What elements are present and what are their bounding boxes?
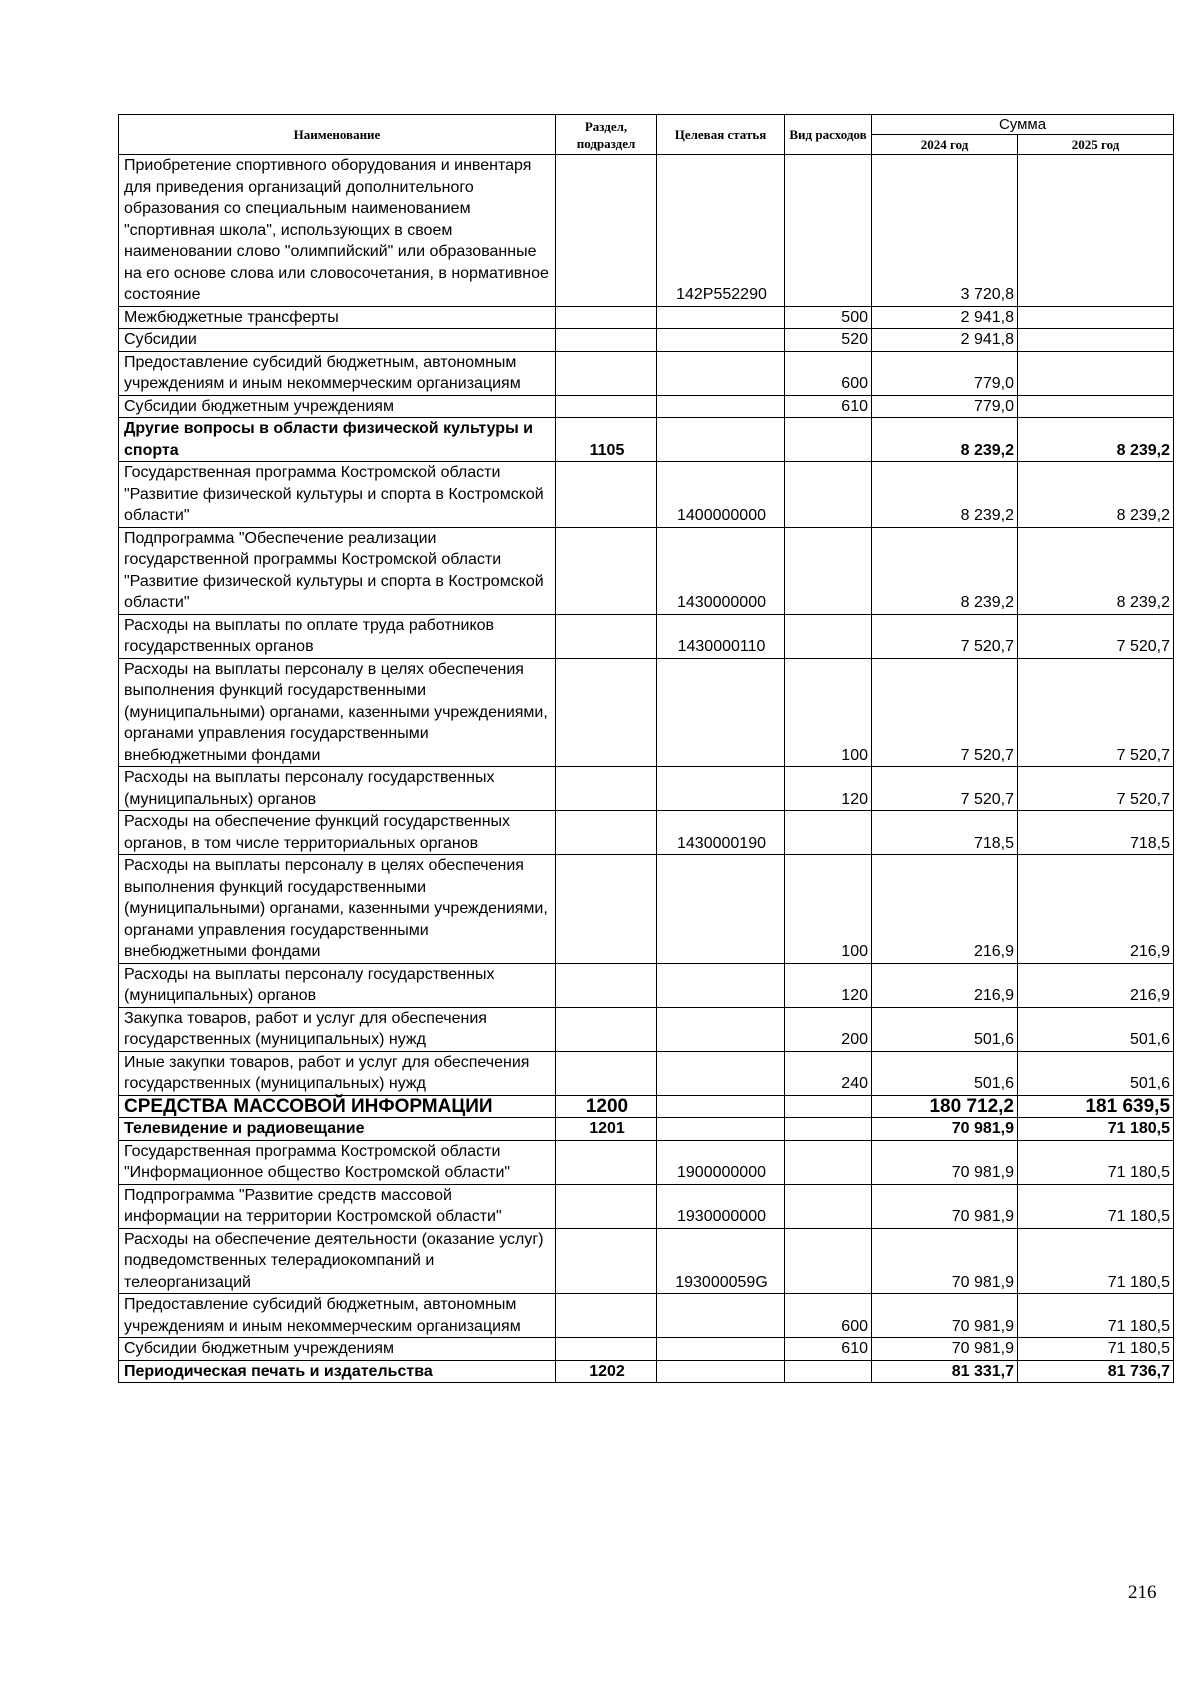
table-row	[119, 395, 1174, 418]
row-sum-2024: 8 239,2	[872, 527, 1018, 614]
row-name: Предоставление субсидий бюджетным, автономным учреждениям и иным некоммерческим организациям	[119, 1294, 556, 1338]
row-name: Субсидии бюджетным учреждениям	[119, 395, 556, 418]
row-section	[556, 811, 657, 855]
row-sum-2025: 216,9	[1018, 855, 1174, 964]
row-name: Межбюджетные трансферты	[119, 306, 556, 329]
row-section: 1200	[556, 1095, 657, 1118]
row-target: 142P552290	[657, 155, 785, 307]
row-sum-2024: 70 981,9	[872, 1118, 1018, 1141]
row-target	[657, 395, 785, 418]
row-sum-2024: 70 981,9	[872, 1140, 1018, 1184]
row-name: Расходы на выплаты персоналу государственных (муниципальных) органов	[119, 963, 556, 1007]
row-sum-2024: 180 712,2	[872, 1095, 1018, 1118]
row-sum-2024: 70 981,9	[872, 1228, 1018, 1294]
row-kind	[785, 1228, 872, 1294]
row-target	[657, 1051, 785, 1095]
budget-table	[118, 114, 1174, 1383]
row-kind: 120	[785, 767, 872, 811]
row-name: Расходы на выплаты персоналу в целях обеспечения выполнения функций государственными (муниципальными) органами, казенными учреждениями, органами управления государственными внебюджетными фондами	[119, 855, 556, 964]
row-kind	[785, 418, 872, 462]
row-section	[556, 963, 657, 1007]
row-sum-2025: 71 180,5	[1018, 1294, 1174, 1338]
row-name: Расходы на выплаты по оплате труда работников государственных органов	[119, 614, 556, 658]
row-sum-2024: 779,0	[872, 351, 1018, 395]
row-section	[556, 855, 657, 964]
row-section	[556, 395, 657, 418]
row-kind	[785, 811, 872, 855]
row-section	[556, 527, 657, 614]
row-section	[556, 351, 657, 395]
row-target	[657, 1338, 785, 1361]
row-kind	[785, 1184, 872, 1228]
row-target	[657, 329, 785, 352]
table-row	[119, 1338, 1174, 1361]
row-section	[556, 1184, 657, 1228]
row-section	[556, 1051, 657, 1095]
table-row	[119, 1118, 1174, 1141]
table-row	[119, 306, 1174, 329]
table-row	[119, 1184, 1174, 1228]
row-section	[556, 614, 657, 658]
row-kind: 100	[785, 855, 872, 964]
row-target: 1400000000	[657, 462, 785, 528]
row-kind	[785, 527, 872, 614]
table-row	[119, 155, 1174, 307]
row-name: Расходы на выплаты персоналу в целях обеспечения выполнения функций государственными (муниципальными) органами, казенными учреждениями, органами управления государственными внебюджетными фондами	[119, 658, 556, 767]
table-row	[119, 1228, 1174, 1294]
header-year-2025: 2025 год	[1018, 135, 1174, 155]
row-kind: 100	[785, 658, 872, 767]
table-header	[119, 115, 1174, 155]
header-kind: Вид расходов	[785, 115, 872, 155]
row-kind: 520	[785, 329, 872, 352]
row-target: 1430000190	[657, 811, 785, 855]
row-name: Расходы на обеспечение функций государственных органов, в том числе территориальных органов	[119, 811, 556, 855]
row-section	[556, 767, 657, 811]
row-section	[556, 155, 657, 307]
row-sum-2025: 501,6	[1018, 1007, 1174, 1051]
row-target: 193000059G	[657, 1228, 785, 1294]
row-sum-2025: 501,6	[1018, 1051, 1174, 1095]
row-name: Подпрограмма "Обеспечение реализации государственной программы Костромской области "Развитие физической культуры и спорта в Костромской области"	[119, 527, 556, 614]
table-row	[119, 351, 1174, 395]
row-kind	[785, 155, 872, 307]
row-sum-2024: 216,9	[872, 963, 1018, 1007]
page-number: 216	[1128, 1582, 1157, 1603]
row-sum-2025	[1018, 306, 1174, 329]
row-section: 1201	[556, 1118, 657, 1141]
table-row	[119, 614, 1174, 658]
table-row	[119, 1294, 1174, 1338]
row-section	[556, 658, 657, 767]
row-sum-2025: 71 180,5	[1018, 1118, 1174, 1141]
row-target	[657, 963, 785, 1007]
row-section	[556, 1338, 657, 1361]
row-sum-2025: 8 239,2	[1018, 418, 1174, 462]
table-row	[119, 329, 1174, 352]
row-sum-2025: 7 520,7	[1018, 658, 1174, 767]
row-kind: 610	[785, 1338, 872, 1361]
row-target: 1430000110	[657, 614, 785, 658]
row-kind	[785, 614, 872, 658]
row-target: 1900000000	[657, 1140, 785, 1184]
row-section: 1202	[556, 1360, 657, 1383]
row-sum-2024: 7 520,7	[872, 767, 1018, 811]
row-section	[556, 329, 657, 352]
header-sum: Сумма	[872, 115, 1174, 135]
row-target	[657, 306, 785, 329]
row-name: Государственная программа Костромской области "Развитие физической культуры и спорта в Костромской области"	[119, 462, 556, 528]
row-sum-2025: 71 180,5	[1018, 1338, 1174, 1361]
header-target: Целевая статья	[657, 115, 785, 155]
row-name: Государственная программа Костромской области "Информационное общество Костромской области"	[119, 1140, 556, 1184]
row-name: Другие вопросы в области физической культуры и спорта	[119, 418, 556, 462]
table-row	[119, 963, 1174, 1007]
row-sum-2025: 8 239,2	[1018, 462, 1174, 528]
row-target	[657, 855, 785, 964]
row-sum-2024: 8 239,2	[872, 418, 1018, 462]
row-sum-2024: 7 520,7	[872, 614, 1018, 658]
table-row	[119, 1140, 1174, 1184]
row-name: СРЕДСТВА МАССОВОЙ ИНФОРМАЦИИ	[119, 1095, 556, 1118]
row-name: Телевидение и радиовещание	[119, 1118, 556, 1141]
table-row	[119, 1360, 1174, 1383]
row-sum-2025: 7 520,7	[1018, 614, 1174, 658]
row-sum-2024: 81 331,7	[872, 1360, 1018, 1383]
row-section	[556, 1228, 657, 1294]
row-target	[657, 418, 785, 462]
row-sum-2025: 8 239,2	[1018, 527, 1174, 614]
row-name: Закупка товаров, работ и услуг для обеспечения государственных (муниципальных) нужд	[119, 1007, 556, 1051]
row-section	[556, 462, 657, 528]
row-sum-2024: 501,6	[872, 1051, 1018, 1095]
row-target	[657, 351, 785, 395]
row-kind: 120	[785, 963, 872, 1007]
row-sum-2024: 501,6	[872, 1007, 1018, 1051]
row-kind: 610	[785, 395, 872, 418]
row-target	[657, 1118, 785, 1141]
row-sum-2024: 8 239,2	[872, 462, 1018, 528]
row-name: Иные закупки товаров, работ и услуг для обеспечения государственных (муниципальных) нужд	[119, 1051, 556, 1095]
row-sum-2024: 2 941,8	[872, 329, 1018, 352]
row-sum-2025: 71 180,5	[1018, 1228, 1174, 1294]
row-sum-2024: 70 981,9	[872, 1338, 1018, 1361]
row-section	[556, 1140, 657, 1184]
row-target: 1930000000	[657, 1184, 785, 1228]
row-sum-2025: 181 639,5	[1018, 1095, 1174, 1118]
table-row	[119, 527, 1174, 614]
row-name: Субсидии	[119, 329, 556, 352]
row-section	[556, 1294, 657, 1338]
row-name: Субсидии бюджетным учреждениям	[119, 1338, 556, 1361]
row-target	[657, 1007, 785, 1051]
row-name: Периодическая печать и издательства	[119, 1360, 556, 1383]
row-name: Предоставление субсидий бюджетным, автономным учреждениям и иным некоммерческим организациям	[119, 351, 556, 395]
row-sum-2025: 7 520,7	[1018, 767, 1174, 811]
row-kind: 240	[785, 1051, 872, 1095]
row-sum-2024: 3 720,8	[872, 155, 1018, 307]
row-kind: 600	[785, 1294, 872, 1338]
table-row	[119, 658, 1174, 767]
table-row	[119, 1051, 1174, 1095]
row-name: Подпрограмма "Развитие средств массовой информации на территории Костромской области"	[119, 1184, 556, 1228]
row-name: Расходы на обеспечение деятельности (оказание услуг) подведомственных телерадиокомпаний и телеорганизаций	[119, 1228, 556, 1294]
row-sum-2025: 216,9	[1018, 963, 1174, 1007]
header-name: Наименование	[119, 115, 556, 155]
row-kind	[785, 462, 872, 528]
row-sum-2025	[1018, 155, 1174, 307]
row-section	[556, 306, 657, 329]
row-target: 1430000000	[657, 527, 785, 614]
row-sum-2024: 779,0	[872, 395, 1018, 418]
row-target	[657, 1360, 785, 1383]
table-row	[119, 767, 1174, 811]
row-target	[657, 658, 785, 767]
table-body	[119, 155, 1174, 1383]
row-sum-2024: 70 981,9	[872, 1184, 1018, 1228]
table-row	[119, 1007, 1174, 1051]
row-name: Приобретение спортивного оборудования и инвентаря для приведения организаций дополнительного образования со специальным наименованием "спортивная школа", использующих в своем наименовании слово "олимпийский" или образованные на его основе слова или словосочетания, в нормативное состояние	[119, 155, 556, 307]
table-row	[119, 462, 1174, 528]
row-section	[556, 1007, 657, 1051]
row-name: Расходы на выплаты персоналу государственных (муниципальных) органов	[119, 767, 556, 811]
table-row	[119, 811, 1174, 855]
row-kind	[785, 1095, 872, 1118]
row-sum-2024: 70 981,9	[872, 1294, 1018, 1338]
row-kind: 600	[785, 351, 872, 395]
row-sum-2025: 718,5	[1018, 811, 1174, 855]
table-row	[119, 855, 1174, 964]
row-sum-2024: 7 520,7	[872, 658, 1018, 767]
row-kind	[785, 1140, 872, 1184]
row-sum-2024: 718,5	[872, 811, 1018, 855]
row-sum-2025: 71 180,5	[1018, 1184, 1174, 1228]
row-sum-2025	[1018, 395, 1174, 418]
row-sum-2024: 216,9	[872, 855, 1018, 964]
row-sum-2024: 2 941,8	[872, 306, 1018, 329]
row-sum-2025: 71 180,5	[1018, 1140, 1174, 1184]
row-section: 1105	[556, 418, 657, 462]
header-section: Раздел, подраздел	[556, 115, 657, 155]
row-kind: 200	[785, 1007, 872, 1051]
row-sum-2025: 81 736,7	[1018, 1360, 1174, 1383]
row-target	[657, 1294, 785, 1338]
table-row	[119, 418, 1174, 462]
table-row	[119, 1095, 1174, 1118]
row-sum-2025	[1018, 329, 1174, 352]
row-target	[657, 1095, 785, 1118]
header-year-2024: 2024 год	[872, 135, 1018, 155]
row-target	[657, 767, 785, 811]
row-kind: 500	[785, 306, 872, 329]
row-kind	[785, 1360, 872, 1383]
row-sum-2025	[1018, 351, 1174, 395]
row-kind	[785, 1118, 872, 1141]
